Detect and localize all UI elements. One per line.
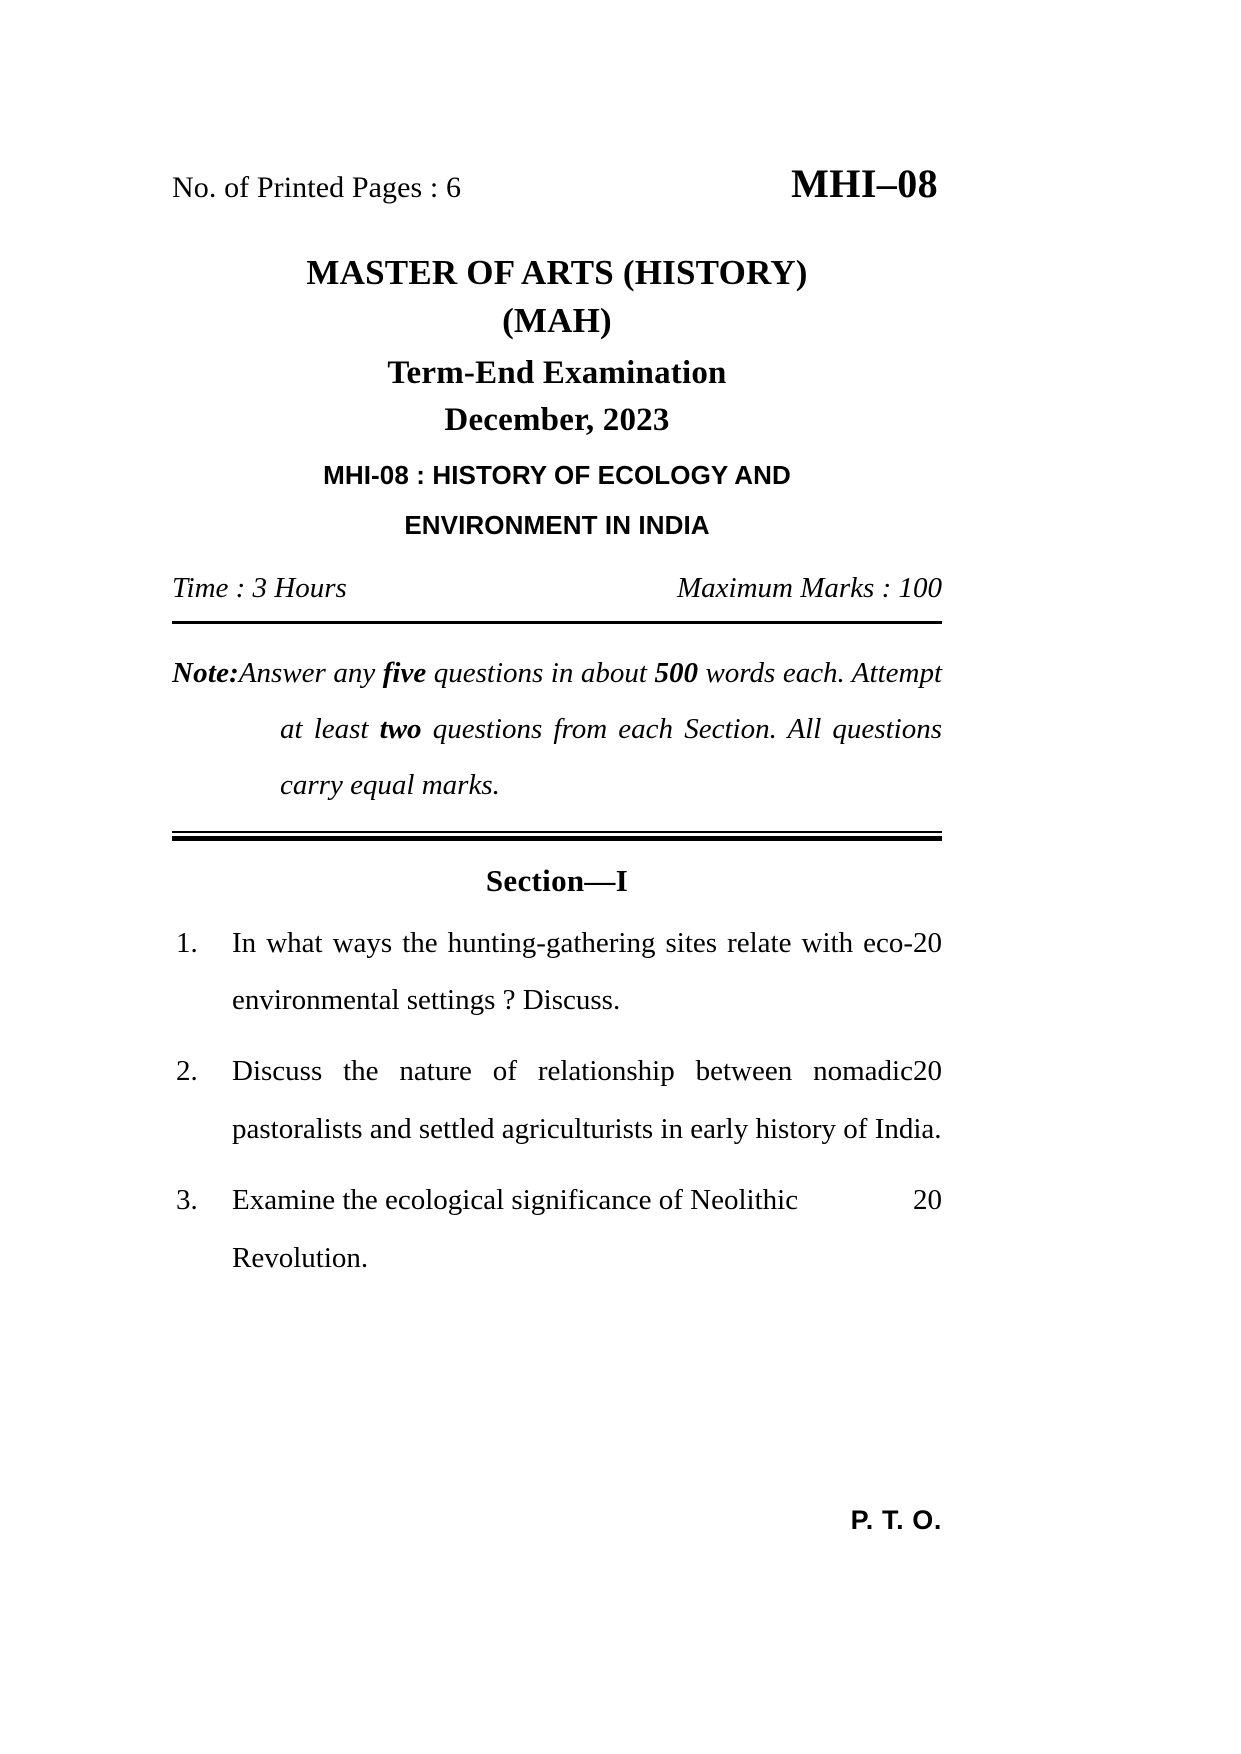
question-text [232,915,942,1030]
question-marks: 20 [913,1184,942,1217]
instructions-note [172,646,942,814]
question-text [232,1172,942,1287]
exam-type-title: Term-End Examination [387,354,727,391]
page-header [172,160,942,207]
question-body: Examine the ecological significance of Neolithic Revolution. [232,1184,799,1274]
question-marks: 20 [913,1055,942,1088]
question-text [232,1043,942,1158]
exam-date: December, 2023 [444,402,670,439]
title-block [172,249,942,546]
question-number: 1. [176,926,198,959]
note-text-part3: words each. Attempt at least [280,656,943,745]
question-number: 2. [176,1055,198,1088]
exam-info-row [172,572,942,605]
note-body [172,646,942,814]
question-body: In what ways the hunting-gathering sites relate with eco-environmental settings ? Discuss. [232,926,913,1016]
question-number: 3. [176,1184,198,1217]
time-allowed: Time : 3 Hours [172,571,347,604]
note-text-part2: questions in about [426,656,655,689]
note-text-part1: Answer any [238,656,383,689]
note-text-part4: questions from each Section. All questions carry equal marks. [280,712,942,801]
question-item [172,1172,942,1287]
section-heading: Section—I [485,862,629,898]
question-item [172,915,942,1030]
page-turn-over-label: P. T. O. [850,1505,942,1535]
programme-title-line1: MASTER OF ARTS (HISTORY) [306,253,808,292]
question-list [172,915,942,1287]
section-divider [172,831,942,841]
question-item [172,1043,942,1158]
note-emphasis-500: 500 [654,656,698,689]
course-title-line2: ENVIRONMENT IN INDIA [404,510,710,541]
course-title-line1: MHI-08 : HISTORY OF ECOLOGY AND [323,459,791,490]
page-content [172,160,943,1535]
maximum-marks: Maximum Marks : 100 [677,571,942,604]
header-divider [172,621,942,624]
question-body: Discuss the nature of relationship between nomadic pastoralists and settled agriculturists in early history of India. [232,1055,942,1145]
paper-code: MHI–08 [791,161,938,206]
programme-title-line2: (MAH) [502,301,612,341]
note-emphasis-two: two [379,712,422,745]
question-marks: 20 [913,926,942,959]
note-label: Note [172,656,230,689]
note-colon: : [229,656,239,689]
printed-pages-label: No. of Printed Pages : 6 [172,171,462,204]
note-emphasis-five: five [382,656,427,689]
